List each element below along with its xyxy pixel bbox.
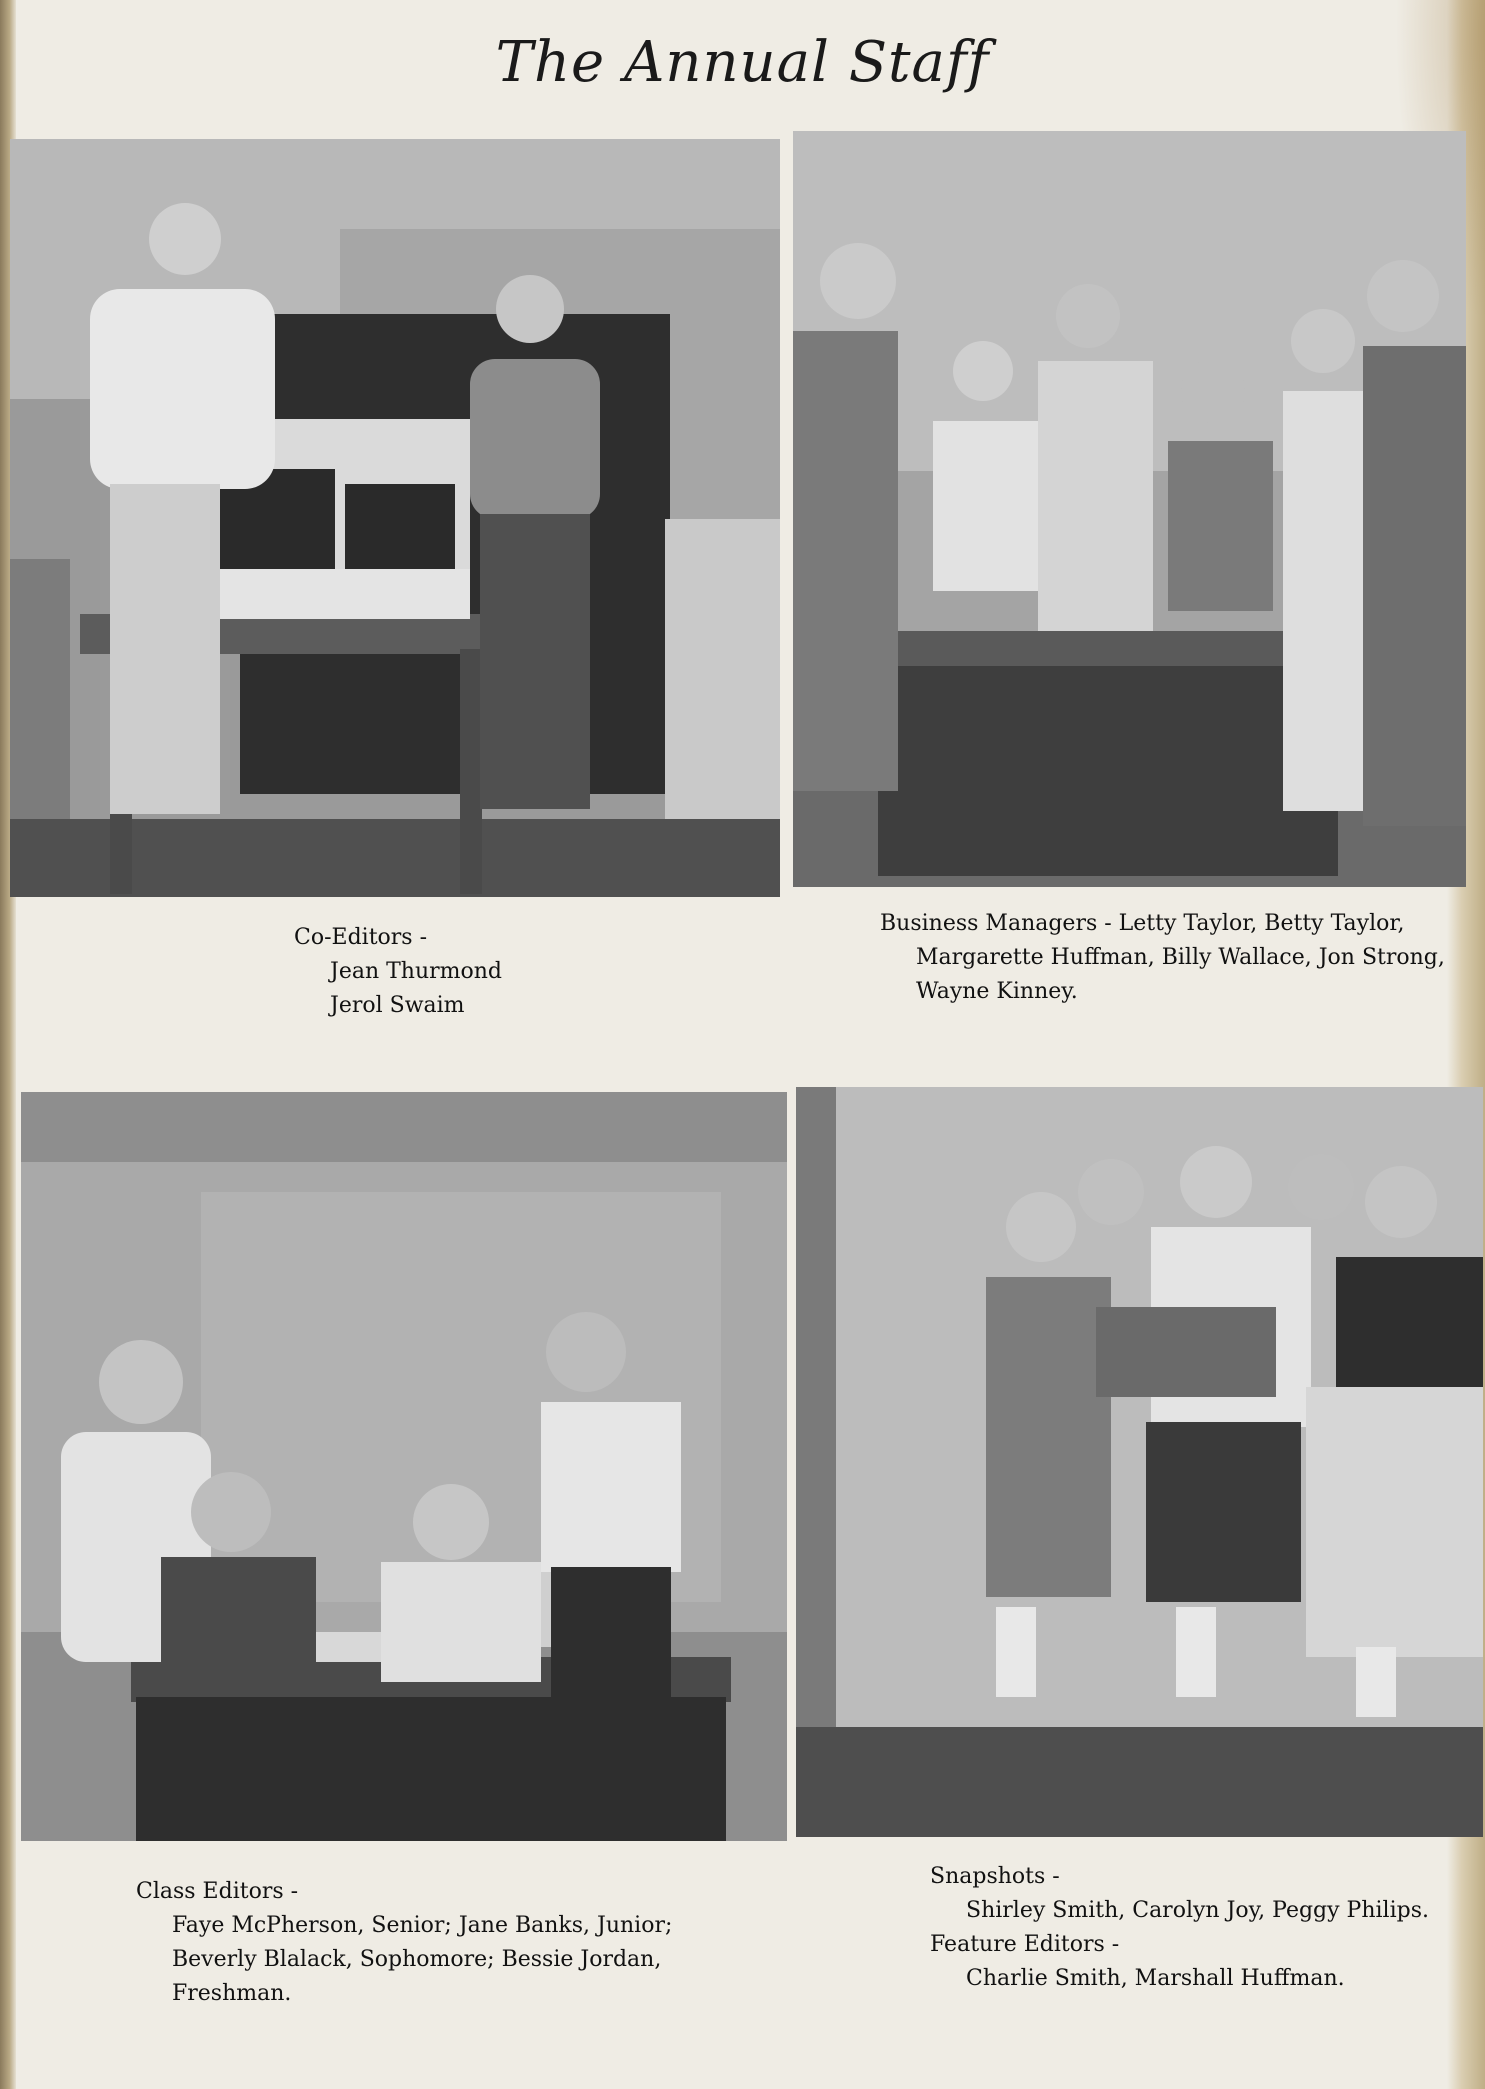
caption-line: Freshman. — [172, 1981, 292, 2006]
caption-line: Snapshots - — [930, 1864, 1060, 1889]
co-editors-caption — [294, 921, 502, 1023]
caption-line: Feature Editors - — [930, 1932, 1120, 1957]
caption-line: Shirley Smith, Carolyn Joy, Peggy Philips. — [966, 1898, 1429, 1923]
class-editors-photo — [21, 1092, 787, 1841]
snapshots-feature-editors-caption — [930, 1860, 1429, 1996]
caption-line: Charlie Smith, Marshall Huffman. — [966, 1966, 1345, 1991]
co-editors-photo — [10, 139, 780, 897]
caption-line: Co-Editors - — [294, 925, 428, 950]
page-title: The Annual Staff — [495, 30, 990, 95]
caption-line: Wayne Kinney. — [916, 979, 1078, 1004]
caption-line: Beverly Blalack, Sophomore; Bessie Jordan, — [172, 1947, 662, 1972]
caption-line: Jean Thurmond — [330, 959, 503, 984]
caption-line: Faye McPherson, Senior; Jane Banks, Junior; — [172, 1913, 673, 1938]
business-managers-photo — [793, 131, 1466, 887]
caption-line: Class Editors - — [136, 1879, 299, 1904]
caption-line: Margarette Huffman, Billy Wallace, Jon Strong, — [916, 945, 1445, 970]
snapshots-feature-editors-photo — [796, 1087, 1483, 1837]
caption-line: Business Managers - Letty Taylor, Betty Taylor, — [880, 911, 1405, 936]
class-editors-caption — [136, 1875, 672, 2011]
caption-line: Jerol Swaim — [330, 993, 465, 1018]
business-managers-caption — [880, 907, 1445, 1009]
